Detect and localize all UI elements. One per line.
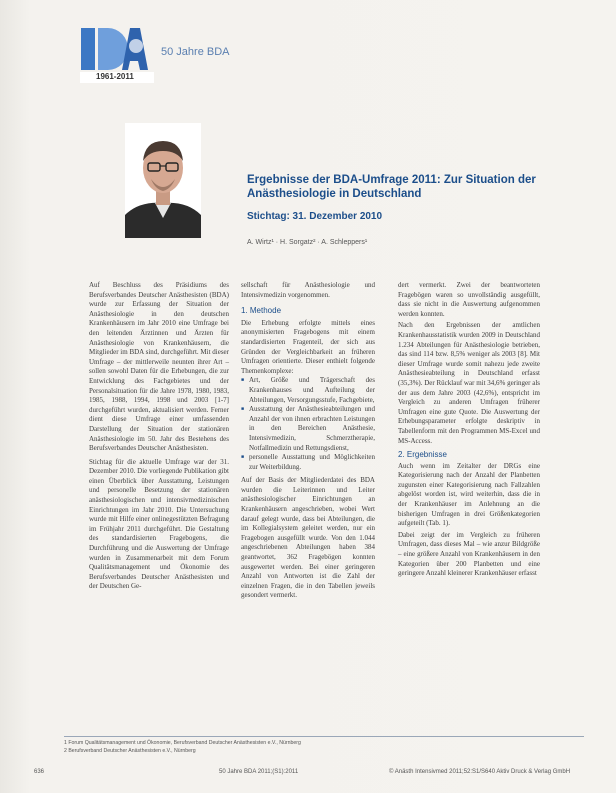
paragraph: Dabei zeigt der im Vergleich zu früheren Umfragen, dass dieses Mal – wie anzur Bildgröße – eine größere Anzahl von Krankenhäusern in den Kategorien über 200 Planbetten und eine geringere Anzahl kleinerer Krankenhäuser erfasst: [398, 530, 540, 578]
jubilee-label: 50 Jahre BDA: [161, 46, 230, 58]
paragraph: Die Erhebung erfolgte mittels eines anonymisierten Fragebogens mit einem standardisierten Fragenteil, der sich aus Gründen der Vergleichbarkeit an früheren Umfragen orientierte. Dieser enthielt folgende Themenkomplexe:: [241, 318, 375, 375]
text-column-2: [241, 281, 375, 601]
page-number: 636: [34, 769, 45, 775]
list-item: ■ Ausstattung der Anästhesieabteilungen und Anzahl der von ihnen erbrachten Leistungen in den Bereichen Anästhesie, Intensivmedizin, Schmerztherapie, Notfallmedizin und Rettungsdienst,: [241, 405, 375, 453]
paragraph: Auf der Basis der Mitgliederdatei des BDA wurden die Leiterinnen und Leiter anästhesiologischer Einrichtungen an Krankenhäusern angeschrieben, wobei Wert darauf gelegt wurde, dass bei Abteilungen, die im Kollegialsystem geleitet werden, nur ein Fragebogen ausgefüllt wurde. Von den 1.044 angeschriebenen Abteilungen haben 384 geantwortet, 362 Fragebögen konnten ausgewertet werden. Bei einer geringeren Anzahl von Antworten ist die Zahl der einzelnen Fragen, die in den Tabellen jeweils gesondert vermerkt.: [241, 476, 375, 600]
section-heading: 2. Ergebnisse: [398, 450, 447, 460]
paragraph: Stichtag für die aktuelle Umfrage war der 31. Dezember 2010. Die vorliegende Publikation gibt einen Überblick über Ausstattung, Leistungen und personelle Besetzung der stationären anästhesiologischen und intensivmedizinischen Einrichtungen im Jahr 2010. Die Untersuchung wurde mit Hilfe einer onlinegestützten Befragung im Frühjahr 2011 durchgeführt. Die Gestaltung des standardisierten Fragebogens, die Durchführung und die Auswertung der Umfrage wurden in Zusammenarbeit mit dem Forum Qualitätsmanagement und Ökonomie des Berufsverbandes Deutscher Anästhesisten und der Deutschen Ge-: [89, 457, 229, 591]
list-item: ■ personelle Ausstattung und Möglichkeiten zur Weiterbildung.: [241, 453, 375, 472]
section-heading: 1. Methode: [241, 306, 282, 316]
journal-citation: 50 Jahre BDA 2011;(S1):2011: [219, 769, 299, 775]
article-title: Ergebnisse der BDA-Umfrage 2011: Zur Situation der Anästhesiologie in Deutschland: [247, 174, 536, 200]
article-subtitle: Stichtag: 31. Dezember 2010: [247, 211, 383, 222]
publisher-line: © Anästh Intensivmed 2011;52:S1/S640 Aktiv Druck & Verlag GmbH: [389, 769, 571, 775]
paragraph: Auch wenn im Zeitalter der DRGs eine Kategorisierung nach der Anzahl der Planbetten zugunsten einer Kategorisierung nach Fallzahlen abgelöst worden ist, wird weiterhin, dass die in der Krankenhäuser im Anlehnung an die bisherigen Umfragen in drei Größenkategorien aufgeteilt (Tab. 1).: [398, 461, 540, 528]
author-photo: [125, 123, 201, 238]
paragraph: sellschaft für Anästhesiologie und Intensivmedizin vorgenommen.: [241, 281, 375, 299]
logo-years: 1961-2011: [96, 72, 134, 81]
paragraph: Auf Beschluss des Präsidiums des Berufsverbandes Deutscher Anästhesisten (BDA) wurde zur Erfassung der Situation der Anästhesiologie in den deutschen Krankenhäusern im Jahr 2010 eine Umfrage bei den leitenden Ärztinnen und Ärzten für Anästhesiologie von Krankenhäusern, die Mitglieder im BDA sind, durchgeführt. Mit dieser Umfrage – der mittlerweile neunten ihrer Art – sollen sowohl Daten für die Erhebungen, die zur Entwicklung des Fachgebietes und der Personalsituation für die Jahre 1978, 1980, 1983, 1985, 1988, 1994, 1998 und 2003 [1-7] durchgeführt wurden, aktualisiert werden. Ferner dient diese Umfrage einer umfassenden Darstellung der Situation der stationären Anästhesiologie im 50. Jahr des Bestehens des Berufsverbandes Deutscher Anästhesisten.: [89, 281, 229, 453]
article-authors: A. Wirtz¹ · H. Sorgatz² · A. Schleppers¹: [247, 239, 368, 246]
text-column-3: [398, 281, 540, 579]
bda-jubilee-logo: [78, 22, 156, 84]
footnote-1: 1 Forum Qualitätsmanagement und Ökonomie, Berufsverband Deutscher Anästhesisten e.V., Nürnberg: [64, 740, 301, 746]
paragraph: dert vermerkt. Zwei der beantworteten Fragebögen waren so unvollständig ausgefüllt, dass sie nicht in die Auswertung aufgenommen werden konnten.: [398, 281, 540, 318]
paragraph: Nach den Ergebnissen der amtlichen Krankenhausstatistik wurden 2009 in Deutschland 1.234 Abteilungen für Anästhesiologie betrieben, das sind 114 bzw. 8,5% weniger als 2003 [8]. Mit dieser Umfrage wurde somit nahezu jede zweite Anästhesieabteilung in Deutschland erfasst (35,3%). Der Rücklauf war mit 34,6% geringer als der aus dem Jahre 2003 (42,6%), entspricht im Vergleich zu anderen Umfragen früherer Umfragen eine gute Quote. Die Auswertung der Erhebungsparameter erfolgte deskriptiv in Tabellenform mit den Programmen MS-Excel und MS-Access.: [398, 321, 540, 445]
list-item: ■ Art, Größe und Trägerschaft des Krankenhauses und Aufteilung der Abteilungen, Versorgungsstufe, Fachgebiete,: [241, 376, 375, 405]
footnote-divider: [64, 736, 584, 737]
text-column-1: [89, 281, 229, 592]
footnote-2: 2 Berufsverband Deutscher Anästhesisten e.V., Nürnberg: [64, 748, 196, 754]
topic-list: [241, 376, 375, 472]
